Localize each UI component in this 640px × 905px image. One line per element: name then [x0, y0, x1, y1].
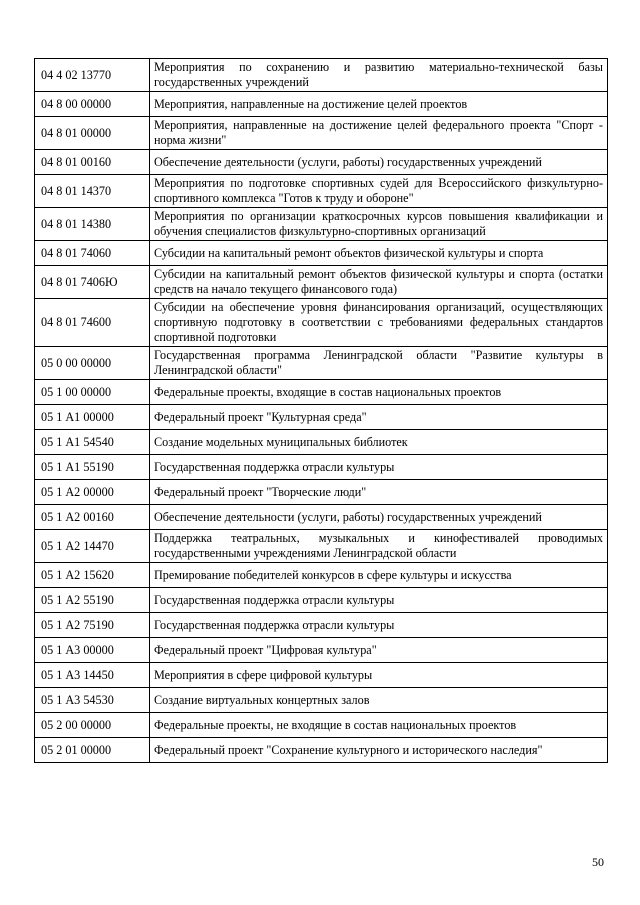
table-row [35, 430, 608, 455]
row-description-cell: Премирование победителей конкурсов в сфере культуры и искусства [150, 563, 608, 588]
row-code-cell: 04 8 01 74600 [35, 299, 150, 347]
table-row [35, 241, 608, 266]
row-description-cell: Федеральный проект "Культурная среда" [150, 405, 608, 430]
row-code-cell: 05 1 А2 75190 [35, 613, 150, 638]
row-description-cell: Мероприятия, направленные на достижение целей проектов [150, 92, 608, 117]
row-code-cell: 04 8 01 74060 [35, 241, 150, 266]
row-description-cell: Государственная поддержка отрасли культуры [150, 455, 608, 480]
row-code-cell: 05 1 А2 14470 [35, 530, 150, 563]
row-code-cell: 04 8 00 00000 [35, 92, 150, 117]
row-description-cell: Обеспечение деятельности (услуги, работы) государственных учреждений [150, 505, 608, 530]
table-row [35, 613, 608, 638]
row-description-cell: Федеральный проект "Творческие люди" [150, 480, 608, 505]
row-description-cell: Федеральные проекты, не входящие в состав национальных проектов [150, 713, 608, 738]
table-row [35, 505, 608, 530]
row-description-cell: Мероприятия по организации краткосрочных курсов повышения квалификации и обучения специалистов физкультурно-спортивных организаций [150, 208, 608, 241]
table-row [35, 638, 608, 663]
row-description-cell: Государственная поддержка отрасли культуры [150, 613, 608, 638]
row-code-cell: 05 2 01 00000 [35, 738, 150, 763]
row-code-cell: 05 1 А2 15620 [35, 563, 150, 588]
row-description-cell: Субсидии на обеспечение уровня финансирования организаций, осуществляющих спортивную подготовку в соответствии с требованиями федеральных стандартов спортивной подготовки [150, 299, 608, 347]
row-code-cell: 04 8 01 00000 [35, 117, 150, 150]
row-code-cell: 05 1 А1 54540 [35, 430, 150, 455]
row-description-cell: Мероприятия по подготовке спортивных судей для Всероссийского физкультурно-спортивного комплекса "Готов к труду и обороне" [150, 175, 608, 208]
table-row [35, 738, 608, 763]
table-row [35, 208, 608, 241]
row-code-cell: 05 1 А1 55190 [35, 455, 150, 480]
page-number: 50 [592, 855, 604, 869]
table-row [35, 92, 608, 117]
table-row [35, 455, 608, 480]
row-code-cell: 05 1 А3 54530 [35, 688, 150, 713]
row-code-cell: 05 1 А2 00160 [35, 505, 150, 530]
row-code-cell: 04 4 02 13770 [35, 59, 150, 92]
row-code-cell: 04 8 01 00160 [35, 150, 150, 175]
budget-code-table [34, 58, 608, 763]
row-code-cell: 05 1 А3 00000 [35, 638, 150, 663]
table-row [35, 688, 608, 713]
row-code-cell: 05 1 А2 00000 [35, 480, 150, 505]
row-description-cell: Субсидии на капитальный ремонт объектов физической культуры и спорта [150, 241, 608, 266]
table-row [35, 713, 608, 738]
table-row [35, 150, 608, 175]
table-row [35, 588, 608, 613]
table-row [35, 530, 608, 563]
row-description-cell: Мероприятия по сохранению и развитию материально-технической базы государственных учреждений [150, 59, 608, 92]
table-row [35, 117, 608, 150]
row-description-cell: Государственная поддержка отрасли культуры [150, 588, 608, 613]
row-description-cell: Государственная программа Ленинградской области "Развитие культуры в Ленинградской области" [150, 347, 608, 380]
row-description-cell: Мероприятия, направленные на достижение целей федерального проекта "Спорт - норма жизни" [150, 117, 608, 150]
row-description-cell: Федеральные проекты, входящие в состав национальных проектов [150, 380, 608, 405]
row-code-cell: 05 1 00 00000 [35, 380, 150, 405]
table-row [35, 347, 608, 380]
table-row [35, 663, 608, 688]
row-description-cell: Создание модельных муниципальных библиотек [150, 430, 608, 455]
row-description-cell: Федеральный проект "Цифровая культура" [150, 638, 608, 663]
table-row [35, 380, 608, 405]
row-code-cell: 04 8 01 14380 [35, 208, 150, 241]
table-row [35, 59, 608, 92]
row-code-cell: 05 1 А3 14450 [35, 663, 150, 688]
row-code-cell: 04 8 01 14370 [35, 175, 150, 208]
table-row [35, 405, 608, 430]
table-row [35, 480, 608, 505]
table-row [35, 175, 608, 208]
table-row [35, 299, 608, 347]
table-row [35, 563, 608, 588]
row-description-cell: Создание виртуальных концертных залов [150, 688, 608, 713]
row-description-cell: Поддержка театральных, музыкальных и кинофестивалей проводимых государственными учреждениями Ленинградской области [150, 530, 608, 563]
row-description-cell: Обеспечение деятельности (услуги, работы) государственных учреждений [150, 150, 608, 175]
row-code-cell: 05 2 00 00000 [35, 713, 150, 738]
row-code-cell: 05 1 А1 00000 [35, 405, 150, 430]
table-body [35, 59, 608, 763]
table-row [35, 266, 608, 299]
row-description-cell: Субсидии на капитальный ремонт объектов физической культуры и спорта (остатки средств на начало текущего финансового года) [150, 266, 608, 299]
row-code-cell: 05 0 00 00000 [35, 347, 150, 380]
row-description-cell: Федеральный проект "Сохранение культурного и исторического наследия" [150, 738, 608, 763]
row-description-cell: Мероприятия в сфере цифровой культуры [150, 663, 608, 688]
row-code-cell: 05 1 А2 55190 [35, 588, 150, 613]
row-code-cell: 04 8 01 7406Ю [35, 266, 150, 299]
